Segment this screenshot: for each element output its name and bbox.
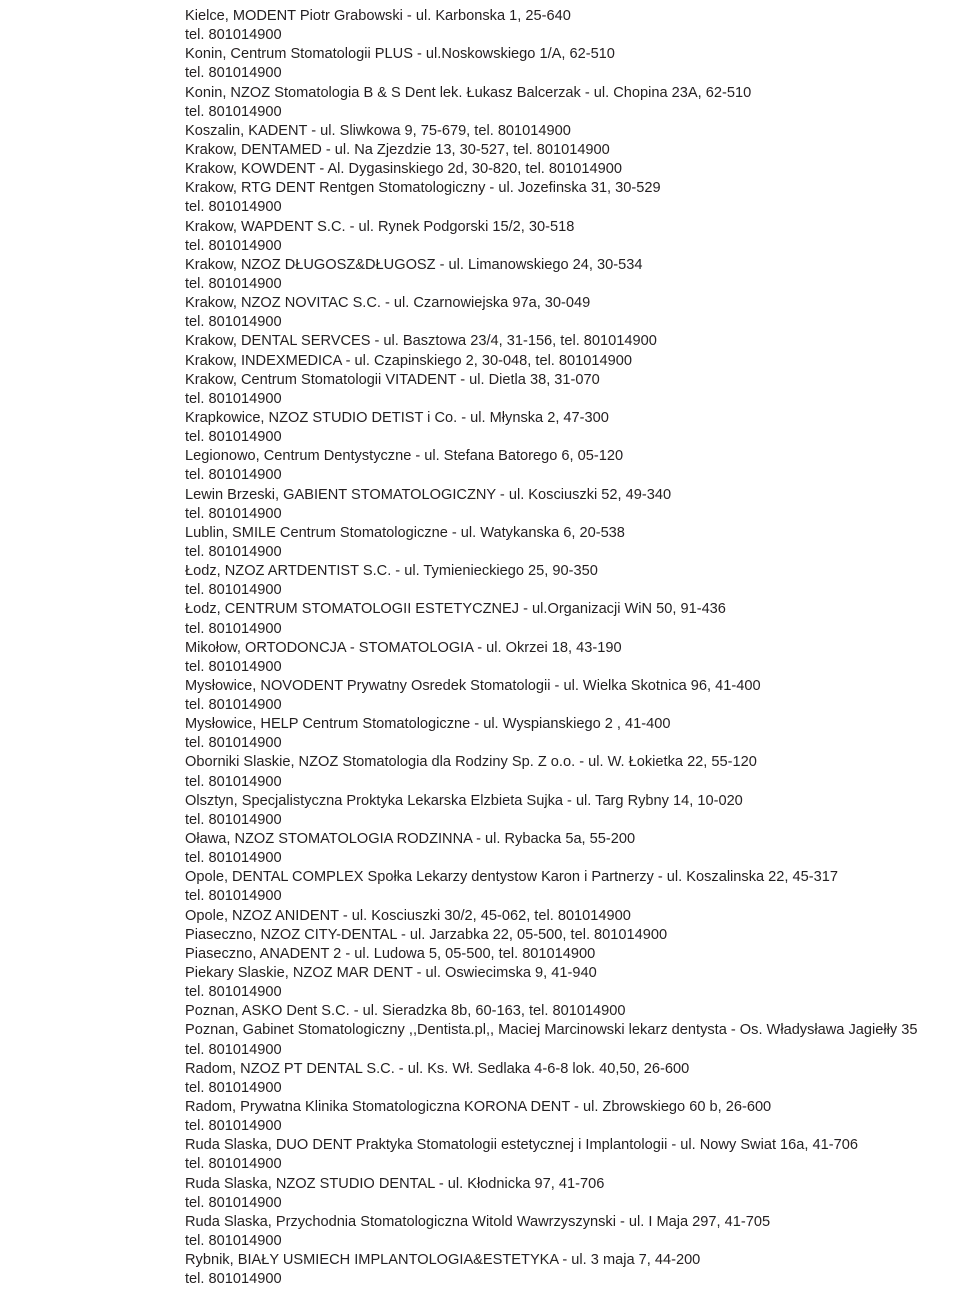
text-line: Krakow, NZOZ DŁUGOSZ&DŁUGOSZ - ul. Limanowskiego 24, 30-534 <box>185 256 643 273</box>
text-line: tel. 801014900 <box>185 314 282 331</box>
text-line: Łodz, CENTRUM STOMATOLOGII ESTETYCZNEJ - ul.Organizacji WiN 50, 91-436 <box>185 601 726 618</box>
text-line: Krakow, NZOZ NOVITAC S.C. - ul. Czarnowiejska 97a, 30-049 <box>185 295 591 312</box>
text-line: Koszalin, KADENT - ul. Sliwkowa 9, 75-679, tel. 801014900 <box>185 122 571 139</box>
text-line: tel. 801014900 <box>185 543 282 560</box>
text-line: Lewin Brzeski, GABIENT STOMATOLOGICZNY - ul. Kosciuszki 52, 49-340 <box>185 486 672 503</box>
text-line: tel. 801014900 <box>185 429 282 446</box>
text-line: tel. 801014900 <box>185 65 282 82</box>
text-line: Piaseczno, NZOZ CITY-DENTAL - ul. Jarzabka 22, 05-500, tel. 801014900 <box>185 926 668 943</box>
text-line: Krakow, KOWDENT - Al. Dygasinskiego 2d, 30-820, tel. 801014900 <box>185 161 622 178</box>
text-line: Mikołow, ORTODONCJA - STOMATOLOGIA - ul. Okrzei 18, 43-190 <box>185 639 622 656</box>
text-line: Radom, Prywatna Klinika Stomatologiczna KORONA DENT - ul. Zbrowskiego 60 b, 26-600 <box>185 1099 772 1116</box>
text-line: tel. 801014900 <box>185 1156 282 1173</box>
text-line: Lublin, SMILE Centrum Stomatologiczne - ul. Watykanska 6, 20-538 <box>185 524 625 541</box>
clinic-list <box>185 7 960 1289</box>
text-line: tel. 801014900 <box>185 773 282 790</box>
text-line: Oława, NZOZ STOMATOLOGIA RODZINNA - ul. Rybacka 5a, 55-200 <box>185 831 636 848</box>
text-line: tel. 801014900 <box>185 27 282 44</box>
text-line: tel. 801014900 <box>185 1118 282 1135</box>
text-line: Opole, NZOZ ANIDENT - ul. Kosciuszki 30/2, 45-062, tel. 801014900 <box>185 907 631 924</box>
text-line: tel. 801014900 <box>185 1041 282 1058</box>
text-line: Ruda Slaska, DUO DENT Praktyka Stomatologii estetycznej i Implantologii - ul. Nowy Swiat 16a, 41-706 <box>185 1137 858 1154</box>
text-line: Mysłowice, NOVODENT Prywatny Osredek Stomatologii - ul. Wielka Skotnica 96, 41-400 <box>185 677 761 694</box>
text-line: Krakow, Centrum Stomatologii VITADENT - ul. Dietla 38, 31-070 <box>185 371 600 388</box>
text-line: tel. 801014900 <box>185 275 282 292</box>
text-line: tel. 801014900 <box>185 582 282 599</box>
text-line: Krakow, DENTAL SERVCES - ul. Basztowa 23/4, 31-156, tel. 801014900 <box>185 333 657 350</box>
text-line: Opole, DENTAL COMPLEX Społka Lekarzy dentystow Karon i Partnerzy - ul. Koszalinska 22, 45-317 <box>185 869 838 886</box>
text-line: tel. 801014900 <box>185 850 282 867</box>
text-line: Olsztyn, Specjalistyczna Proktyka Lekarska Elzbieta Sujka - ul. Targ Rybny 14, 10-020 <box>185 792 743 809</box>
text-line: Poznan, Gabinet Stomatologiczny ,,Dentista.pl,, Maciej Marcinowski lekarz dentysta - Os. Władysława Jagiełły 35 <box>185 1022 918 1039</box>
text-line: tel. 801014900 <box>185 1194 282 1211</box>
text-line: tel. 801014900 <box>185 811 282 828</box>
text-line: tel. 801014900 <box>185 1233 282 1249</box>
text-line: tel. 801014900 <box>185 103 282 120</box>
text-line: tel. 801014900 <box>185 888 282 905</box>
text-line: Krakow, WAPDENT S.C. - ul. Rynek Podgorski 15/2, 30-518 <box>185 218 575 235</box>
text-line: Mysłowice, HELP Centrum Stomatologiczne - ul. Wyspianskiego 2 , 41-400 <box>185 716 671 733</box>
text-line: tel. 801014900 <box>185 199 282 216</box>
text-line: Krakow, DENTAMED - ul. Na Zjezdzie 13, 30-527, tel. 801014900 <box>185 141 610 158</box>
text-line: Konin, Centrum Stomatologii PLUS - ul.Noskowskiego 1/A, 62-510 <box>185 46 615 63</box>
text-line: tel. 801014900 <box>185 658 282 675</box>
text-line: Krakow, INDEXMEDICA - ul. Czapinskiego 2, 30-048, tel. 801014900 <box>185 352 632 369</box>
text-line: Kielce, MODENT Piotr Grabowski - ul. Karbonska 1, 25-640 <box>185 8 571 24</box>
text-line: Konin, NZOZ Stomatologia B & S Dent lek. Łukasz Balcerzak - ul. Chopina 23A, 62-510 <box>185 84 752 101</box>
text-line: tel. 801014900 <box>185 467 282 484</box>
text-line: Radom, NZOZ PT DENTAL S.C. - ul. Ks. Wł. Sedlaka 4-6-8 lok. 40,50, 26-600 <box>185 1060 690 1077</box>
text-line: Ruda Slaska, NZOZ STUDIO DENTAL - ul. Kłodnicka 97, 41-706 <box>185 1175 605 1192</box>
text-line: Piaseczno, ANADENT 2 - ul. Ludowa 5, 05-500, tel. 801014900 <box>185 945 596 962</box>
text-line: Rybnik, BIAŁY USMIECH IMPLANTOLOGIA&ESTETYKA - ul. 3 maja 7, 44-200 <box>185 1252 701 1269</box>
text-line: Piekary Slaskie, NZOZ MAR DENT - ul. Oswiecimska 9, 41-940 <box>185 965 597 982</box>
text-line: tel. 801014900 <box>185 237 282 254</box>
text-line: Krapkowice, NZOZ STUDIO DETIST i Co. - ul. Młynska 2, 47-300 <box>185 409 609 426</box>
text-line: tel. 801014900 <box>185 1079 282 1096</box>
text-line: tel. 801014900 <box>185 984 282 1001</box>
text-line: tel. 801014900 <box>185 697 282 714</box>
text-line: tel. 801014900 <box>185 1271 282 1288</box>
text-line: tel. 801014900 <box>185 390 282 407</box>
text-line: tel. 801014900 <box>185 735 282 752</box>
text-line: Legionowo, Centrum Dentystyczne - ul. Stefana Batorego 6, 05-120 <box>185 448 624 465</box>
text-line: tel. 801014900 <box>185 505 282 522</box>
text-line: Krakow, RTG DENT Rentgen Stomatologiczny - ul. Jozefinska 31, 30-529 <box>185 180 661 197</box>
text-line: tel. 801014900 <box>185 620 282 637</box>
text-line: Oborniki Slaskie, NZOZ Stomatologia dla Rodziny Sp. Z o.o. - ul. W. Łokietka 22, 55-120 <box>185 754 757 771</box>
text-line: Poznan, ASKO Dent S.C. - ul. Sieradzka 8b, 60-163, tel. 801014900 <box>185 1003 626 1020</box>
text-line: Ruda Slaska, Przychodnia Stomatologiczna Witold Wawrzyszynski - ul. I Maja 297, 41-705 <box>185 1213 771 1230</box>
text-line: Łodz, NZOZ ARTDENTIST S.C. - ul. Tymienieckiego 25, 90-350 <box>185 563 598 580</box>
